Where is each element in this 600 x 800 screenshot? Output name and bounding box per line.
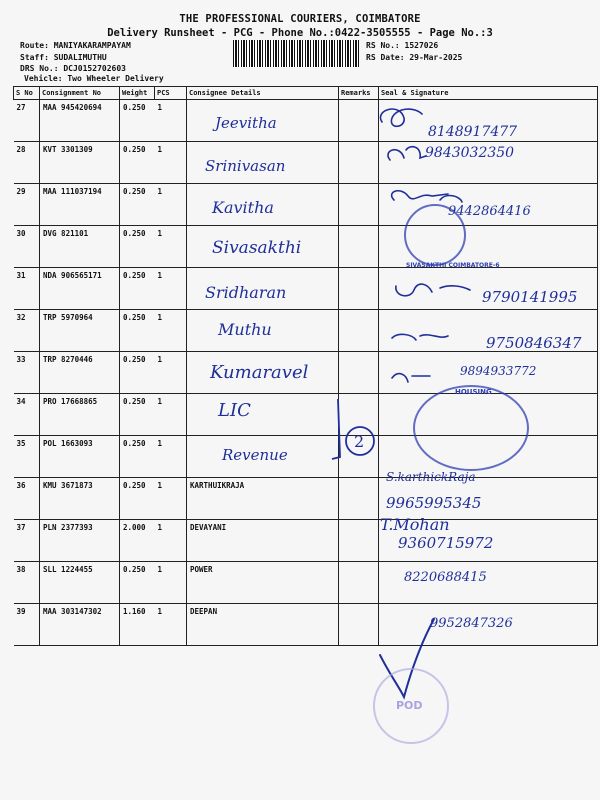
- vehicle-label: Vehicle: Two Wheeler Delivery: [24, 74, 164, 83]
- row-sno: 32: [14, 310, 40, 352]
- row-consignment: NDA 906565171: [40, 268, 120, 310]
- row-weight: 0.250: [120, 478, 155, 520]
- col-consignee: Consignee Details: [187, 87, 339, 100]
- handwritten-phone: 8220688415: [404, 570, 487, 585]
- row-consignment: KVT 3301309: [40, 142, 120, 184]
- handwritten-phone: 9894933772: [460, 364, 537, 378]
- row-weight: 0.250: [120, 268, 155, 310]
- handwritten-phone: 8148917477: [428, 124, 518, 140]
- row-sno: 27: [14, 100, 40, 142]
- sivasakthi-stamp-text: SIVASAKTHI COIMBATORE-6: [406, 262, 500, 269]
- handwritten-phone: 9750846347: [486, 334, 582, 352]
- handwritten-phone: 9442864416: [448, 204, 531, 219]
- row-pcs: 1: [155, 310, 187, 352]
- handwritten-phone: 9360715972: [398, 534, 494, 552]
- handwritten-phone: 9952847326: [430, 616, 513, 631]
- runsheet-subtitle: Delivery Runsheet - PCG - Phone No.:0422-3505555 - Page No.:3: [107, 27, 493, 39]
- row-weight: 0.250: [120, 394, 155, 436]
- row-sno: 35: [14, 436, 40, 478]
- row-consignment: KMU 3671873: [40, 478, 120, 520]
- col-consignment: Consignment No: [40, 87, 120, 100]
- route-label: Route: MANIYAKARAMPAYAM: [20, 41, 131, 50]
- handwritten-phone: 9790141995: [482, 288, 578, 306]
- row-consignment: MAA 945420694: [40, 100, 120, 142]
- handwritten-signature: T.Mohan: [380, 515, 450, 534]
- row-sno: 36: [14, 478, 40, 520]
- row-pcs: 1: [155, 478, 187, 520]
- col-pcs: PCS: [155, 87, 187, 100]
- handwritten-phone: 9843032350: [425, 145, 515, 161]
- row-sno: 37: [14, 520, 40, 562]
- row-consignment: POL 1663093: [40, 436, 120, 478]
- handwritten-name: Muthu: [218, 320, 272, 339]
- row-consignee: KARTHUIKRAJA: [187, 478, 339, 520]
- row-weight: 0.250: [120, 184, 155, 226]
- rs-date: RS Date: 29-Mar-2025: [366, 53, 463, 62]
- handwritten-name: Jeevitha: [215, 114, 277, 132]
- row-consignee: DEVAYANI: [187, 520, 339, 562]
- circled-count-mark: [330, 395, 380, 465]
- row-weight: 0.250: [120, 142, 155, 184]
- barcode: [233, 40, 359, 67]
- row-pcs: 1: [155, 436, 187, 478]
- rs-number: RS No.: 1527026: [366, 41, 439, 50]
- row-consignment: DVG 821101: [40, 226, 120, 268]
- handwritten-name: LIC: [218, 400, 251, 421]
- row-sno: 28: [14, 142, 40, 184]
- handwritten-name: Revenue: [222, 446, 288, 464]
- row-pcs: 1: [155, 352, 187, 394]
- row-weight: 2.000: [120, 520, 155, 562]
- row-pcs: 1: [155, 142, 187, 184]
- row-sno: 29: [14, 184, 40, 226]
- row-consignee: [187, 394, 339, 436]
- handwritten-phone: 9965995345: [386, 494, 482, 512]
- row-pcs: 1: [155, 520, 187, 562]
- row-pcs: 1: [155, 562, 187, 604]
- row-consignment: TRP 8270446: [40, 352, 120, 394]
- row-sno: 30: [14, 226, 40, 268]
- row-pcs: 1: [155, 268, 187, 310]
- sivasakthi-stamp: [404, 204, 466, 266]
- handwritten-name: Kumaravel: [210, 362, 309, 383]
- handwritten-name: Kavitha: [212, 198, 274, 217]
- row-sno: 39: [14, 604, 40, 646]
- row-weight: 0.250: [120, 310, 155, 352]
- row-consignment: MAA 303147302: [40, 604, 120, 646]
- row-consignment: TRP 5970964: [40, 310, 120, 352]
- handwritten-name: Sridharan: [205, 283, 287, 302]
- row-weight: 0.250: [120, 100, 155, 142]
- col-sno: S No: [14, 87, 40, 100]
- pod-stamp-text: POD: [396, 699, 423, 712]
- row-weight: 0.250: [120, 436, 155, 478]
- table-header-row: [14, 87, 598, 100]
- staff-label: Staff: SUDALIMUTHU: [20, 53, 107, 62]
- drs-number: DRS No.: DCJ0152702603: [20, 64, 126, 73]
- row-pcs: 1: [155, 226, 187, 268]
- col-signature: Seal & Signature: [379, 87, 598, 100]
- col-weight: Weight: [120, 87, 155, 100]
- row-sno: 34: [14, 394, 40, 436]
- row-sno: 31: [14, 268, 40, 310]
- row-pcs: 1: [155, 184, 187, 226]
- row-consignment: MAA 111037194: [40, 184, 120, 226]
- handwritten-name: Sivasakthi: [212, 238, 302, 258]
- row-pcs: 1: [155, 100, 187, 142]
- row-sno: 33: [14, 352, 40, 394]
- signature-scribbles: [370, 100, 600, 620]
- col-remarks: Remarks: [339, 87, 379, 100]
- handwritten-name: Srinivasan: [205, 157, 286, 175]
- row-consignee: DEEPAN: [187, 604, 339, 646]
- row-weight: 0.250: [120, 352, 155, 394]
- housing-stamp-text: HOUSING: [455, 388, 492, 396]
- row-weight: 0.250: [120, 562, 155, 604]
- row-weight: 1.160: [120, 604, 155, 646]
- row-pcs: 1: [155, 394, 187, 436]
- row-weight: 0.250: [120, 226, 155, 268]
- row-consignment: PLN 2377393: [40, 520, 120, 562]
- count-mark-digit: 2: [354, 432, 365, 451]
- handwritten-signature: S.karthickRaja: [386, 470, 476, 484]
- housing-stamp: [413, 385, 529, 471]
- row-consignment: PRO 17668865: [40, 394, 120, 436]
- row-sno: 38: [14, 562, 40, 604]
- row-pcs: 1: [155, 604, 187, 646]
- row-consignee: POWER: [187, 562, 339, 604]
- company-title: THE PROFESSIONAL COURIERS, COIMBATORE: [179, 13, 421, 25]
- row-consignment: SLL 1224455: [40, 562, 120, 604]
